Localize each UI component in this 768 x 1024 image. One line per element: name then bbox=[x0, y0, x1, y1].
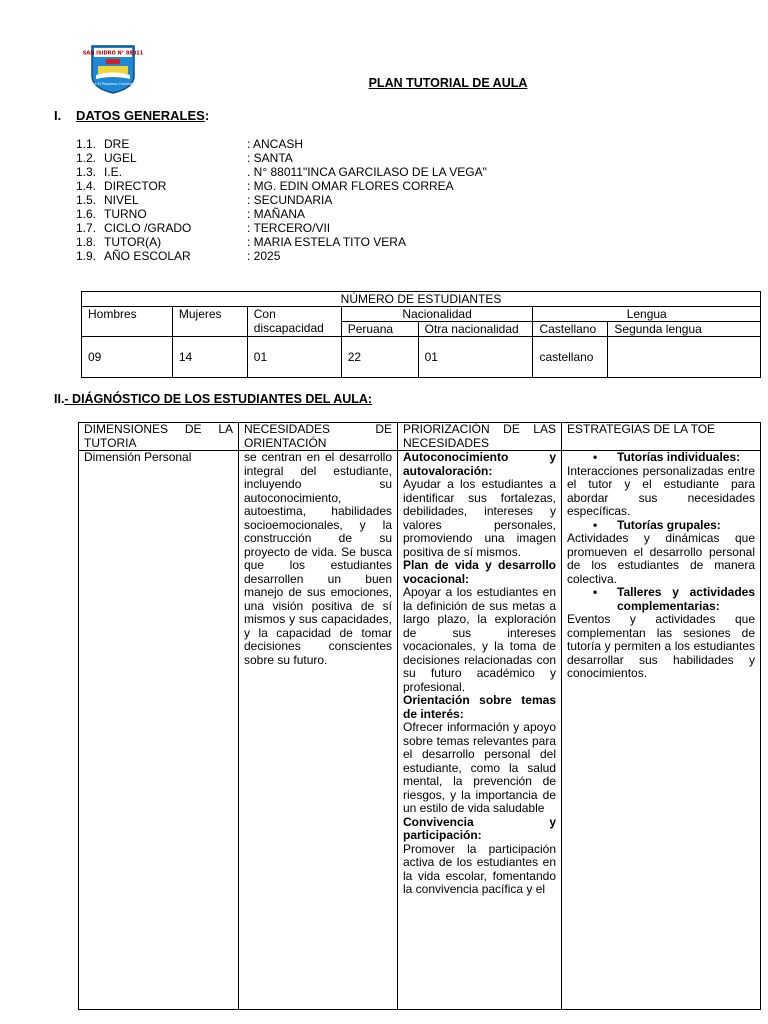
general-row: 1.4. DIRECTOR : MG. EDIN OMAR FLORES CORREA bbox=[76, 179, 454, 193]
value-mujeres: 14 bbox=[172, 337, 247, 378]
value-peruana: 22 bbox=[341, 337, 418, 378]
value-hombres: 09 bbox=[82, 337, 173, 378]
header-mujeres: Mujeres bbox=[172, 307, 247, 337]
diagnosis-table bbox=[78, 422, 761, 1010]
dimension-cell: Dimensión Personal bbox=[79, 451, 239, 1010]
priority-text: Apoyar a los estudiantes en la definición de sus metas a largo plazo, la exploración de sus intereses vocacionales, y la toma de decisiones relacionadas con su futuro académico y profesional. bbox=[403, 585, 556, 694]
strategy-text: Actividades y dinámicas que promueven el desarrollo personal de los estudiantes de manera colectiva. bbox=[567, 531, 755, 586]
section-1-heading: I. DATOS GENERALES: bbox=[54, 108, 210, 123]
header-otra: Otra nacionalidad bbox=[418, 322, 533, 337]
general-row: 1.1. DRE : ANCASH bbox=[76, 137, 304, 151]
priority-cell bbox=[398, 451, 562, 1010]
strategy-title: • Tutorías grupales: bbox=[567, 519, 755, 533]
priority-text: Ayudar a los estudiantes a identificar sus fortalezas, debilidades, intereses y valores personales, promoviendo una imagen positiva de sí mismos. bbox=[403, 477, 556, 559]
strategy-text: Interacciones personalizadas entre el tutor y el estudiante para abordar sus necesidades específicas. bbox=[567, 463, 755, 518]
general-row: 1.6. TURNO : MAÑANA bbox=[76, 207, 306, 221]
section-2-heading: II.- DIÁGNÓSTICO DE LOS ESTUDIANTES DEL AULA: bbox=[54, 392, 373, 406]
students-table-title: NÚMERO DE ESTUDIANTES bbox=[82, 292, 761, 307]
priority-text: Ofrecer información y apoyo sobre temas relevantes para el desarrollo personal del estudiante, como la salud mental, la prevención de riesgos, y la importancia de un estilo de vida saludable bbox=[403, 720, 556, 815]
general-row: 1.7. CICLO /GRADO : TERCERO/VII bbox=[76, 221, 331, 235]
strategy-title: • Talleres y actividades complementarias: bbox=[567, 586, 755, 613]
header-nacionalidad: Nacionalidad bbox=[341, 307, 533, 322]
header-estrategias: ESTRATEGIAS DE LA TOE bbox=[562, 423, 761, 451]
header-discapacidad: Con discapacidad bbox=[247, 307, 341, 337]
value-castellano: castellano bbox=[533, 337, 608, 378]
school-logo bbox=[82, 42, 144, 94]
general-row: 1.9. AÑO ESCOLAR : 2025 bbox=[76, 249, 281, 263]
value-otra: 01 bbox=[418, 337, 533, 378]
page-title: PLAN TUTORIAL DE AULA bbox=[368, 76, 528, 90]
strategy-text: Eventos y actividades que complementan las sesiones de tutoría y permiten a los estudiantes desarrollar sus habilidades y conocimientos. bbox=[567, 612, 755, 680]
header-necesidades: NECESIDADES DE ORIENTACIÓN bbox=[239, 423, 398, 451]
logo-bottom-text: Los El Progreso Chimbote bbox=[90, 82, 136, 86]
priority-title: Convivencia y participación: bbox=[403, 814, 556, 842]
header-hombres: Hombres bbox=[82, 307, 173, 337]
value-discapacidad: 01 bbox=[247, 337, 341, 378]
header-peruana: Peruana bbox=[341, 322, 418, 337]
general-row: 1.3. I.E. . N° 88011"INCA GARCILASO DE LA VEGA" bbox=[76, 165, 487, 179]
general-row: 1.2. UGEL : SANTA bbox=[76, 151, 293, 165]
needs-cell: se centran en el desarrollo integral del estudiante, incluyendo su autoconocimiento, autoestima, habilidades socioemocionales, y la construcción de su proyecto de vida. Se busca que los estudiantes desarrollen un buen manejo de sus emociones, una visión positiva de sí mismos y sus capacidades, y la capacidad de tomar decisiones conscientes sobre su futuro. bbox=[239, 451, 398, 1010]
logo-top-text: SAN ISIDRO N° 88011 bbox=[82, 50, 144, 57]
general-data-list bbox=[76, 137, 487, 263]
students-table bbox=[81, 291, 761, 378]
header-castellano: Castellano bbox=[533, 322, 608, 337]
value-segunda bbox=[608, 337, 761, 378]
priority-title: Autoconocimiento y autovaloración: bbox=[403, 450, 556, 478]
header-segunda: Segunda lengua bbox=[608, 322, 761, 337]
general-row: 1.5. NIVEL : SECUNDARIA bbox=[76, 193, 333, 207]
header-priorizacion: PRIORIZACIÓN DE LAS NECESIDADES bbox=[398, 423, 562, 451]
priority-title: Plan de vida y desarrollo vocacional: bbox=[403, 558, 556, 586]
header-lengua: Lengua bbox=[533, 307, 761, 322]
priority-text: Promover la participación activa de los estudiantes en la vida escolar, fomentando la convivencia pacífica y el bbox=[403, 841, 556, 896]
priority-title: Orientación sobre temas de interés: bbox=[403, 693, 556, 721]
header-dimensiones: DIMENSIONES DE LA TUTORIA bbox=[79, 423, 239, 451]
general-row: 1.8. TUTOR(A) : MARIA ESTELA TITO VERA bbox=[76, 235, 406, 249]
strategy-title: • Tutorías individuales: bbox=[567, 451, 755, 465]
strategies-cell bbox=[562, 451, 761, 1010]
